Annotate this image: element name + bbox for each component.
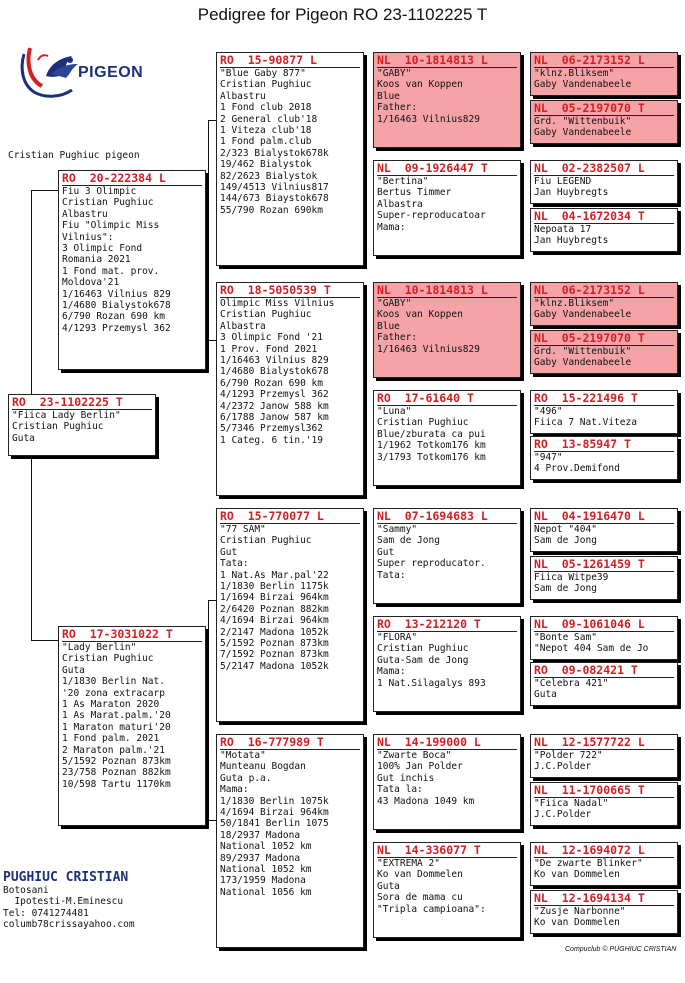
ring-number: RO 16-777989 T	[220, 735, 324, 749]
ring-number: NL 04-1916470 L	[534, 509, 645, 523]
pigeon-detail-line: Gaby Vandenabeele	[534, 357, 632, 369]
footer-credit: Compuclub © PUGHIUC CRISTIAN	[565, 946, 677, 953]
pigeon-detail-line: Cristian Pughiuc	[220, 79, 312, 91]
pigeon-detail-line: 3/1793 Totkom176 km	[377, 451, 486, 463]
great-great-grandparent-card	[530, 208, 678, 252]
pigeon-detail-line: 1 As Marat.palm.'20	[62, 710, 171, 722]
pigeon-detail-line: Moldova'21	[62, 277, 120, 289]
great-grandparent-card	[373, 160, 521, 256]
great-great-grandparent-card	[530, 782, 678, 826]
ring-number: RO 15-90877 L	[220, 53, 317, 67]
pigeon-detail-line: Cristian Pughiuc	[220, 535, 312, 547]
grandparent-card	[216, 508, 364, 722]
pigeon-detail-line: Father:	[377, 332, 418, 344]
pigeon-detail-line: National 1052 km	[220, 841, 312, 853]
pigeon-detail-line: Gaby Vandenabeele	[534, 127, 632, 139]
logo-text: PIGEON	[78, 64, 144, 81]
pigeon-detail-line: 3 Olimpic Fond '21	[220, 332, 323, 344]
pigeon-detail-line: Cristian Pughiuc	[220, 309, 312, 321]
pigeon-detail-line: 6/790 Rozan 690 km	[220, 377, 323, 389]
pigeon-detail-line: 4/1293 Przemysl 362	[220, 389, 329, 401]
pigeon-detail-line: Gaby Vandenabeele	[534, 79, 632, 91]
pigeon-detail-line: 1 Fond club 2018	[220, 102, 312, 114]
pigeon-detail-line: 5/7346 Przemysl362	[220, 423, 323, 435]
pigeon-detail-line: "Fiica Nadal"	[534, 797, 674, 809]
pigeon-detail-line: "947"	[534, 451, 674, 463]
pigeon-detail-line: Nepoata 17	[534, 223, 674, 235]
ring-number: NL 07-1694683 L	[377, 509, 488, 523]
pigeon-detail-line: 89/2937 Madona	[220, 852, 301, 864]
pigeon-detail-line: Albastra	[220, 320, 266, 332]
ring-number: NL 10-1814813 L	[377, 53, 488, 67]
ring-number: NL 10-1814813 L	[377, 283, 488, 297]
pigeon-detail-line: 149/4513 Vilnius817	[220, 182, 329, 194]
great-great-grandparent-card	[530, 890, 678, 934]
grandparent-card	[216, 52, 364, 266]
pigeon-detail-line: Guta	[534, 689, 557, 701]
pigeon-detail-line: 1 Viteza club'18	[220, 125, 312, 137]
connector-line	[208, 120, 209, 340]
great-great-grandparent-card	[530, 160, 678, 204]
pigeon-detail-line: 43 Madona 1049 km	[377, 795, 475, 807]
pigeon-detail-line: "77 SAM"	[220, 523, 360, 535]
pigeon-detail-line: 173/1959 Madona	[220, 875, 306, 887]
pigeon-detail-line: 23/758 Poznan 882km	[62, 767, 171, 779]
pigeon-detail-line: Super reproducator.	[377, 558, 486, 570]
pigeon-detail-line: Gut	[220, 546, 238, 558]
pigeon-detail-line: Olimpic Miss Vilnius	[220, 297, 360, 309]
pigeon-detail-line: Vilnius":	[62, 231, 114, 243]
pigeon-detail-line: Cristian Pughiuc	[377, 417, 469, 429]
pigeon-detail-line: 1/1962 Totkom176 km	[377, 440, 486, 452]
pigeon-detail-line: Mama:	[220, 784, 249, 796]
pigeon-detail-line: National 1052 km	[220, 864, 312, 876]
connector-line	[208, 600, 209, 820]
pigeon-detail-line: Sam de Jong	[534, 535, 597, 547]
pigeon-detail-line: 2/2147 Madona 1052k	[220, 626, 329, 638]
ring-number: RO 15-770077 L	[220, 509, 324, 523]
ring-number: NL 02-2382507 L	[534, 161, 645, 175]
pigeon-detail-line: Gut	[377, 546, 395, 558]
pigeon-detail-line: Guta	[12, 432, 35, 444]
pigeon-detail-line: Bertus Timmer	[377, 187, 452, 199]
pigeon-detail-line: Grd. "Wittenbuik"	[534, 345, 674, 357]
pigeon-detail-line: Ko van Dommelen	[377, 869, 463, 881]
ring-number: NL 12-1694072 L	[534, 843, 645, 857]
pigeon-detail-line: "Fiica Lady Berlin"	[12, 409, 152, 421]
pigeon-detail-line: "Bertina"	[377, 175, 517, 187]
breeder-line: columb78crissayahoo.com	[3, 919, 135, 931]
ring-number: RO 13-212120 T	[377, 617, 481, 631]
pigeon-detail-line: 1 Nat.As Mar.pal'22	[220, 569, 329, 581]
ring-number: NL 05-2197070 T	[534, 331, 645, 345]
pigeon-detail-line: "GABY"	[377, 297, 517, 309]
pigeon-detail-line: 1 Nat.Silagalys 893	[377, 677, 486, 689]
ring-number: NL 09-1061046 L	[534, 617, 645, 631]
pigeon-detail-line: "EXTREMA 2"	[377, 857, 517, 869]
pigeon-detail-line: 144/673 Biaystok678	[220, 193, 329, 205]
great-great-grandparent-card	[530, 436, 678, 480]
sire-card	[58, 170, 206, 370]
breeder-line: Tel: 0741274481	[3, 907, 89, 919]
pigeon-detail-line: J.C.Polder	[534, 809, 592, 821]
pigeon-detail-line: 5/1592 Poznan 873km	[220, 638, 329, 650]
pigeon-detail-line: 18/2937 Madona	[220, 829, 301, 841]
pigeon-detail-line: Jan Huybregts	[534, 235, 609, 247]
ring-number: NL 12-1577722 L	[534, 735, 645, 749]
pigeon-detail-line: "Motata"	[220, 749, 360, 761]
pigeon-detail-line: Sam de Jong	[534, 583, 597, 595]
pigeon-detail-line: 1 As Maraton 2020	[62, 699, 160, 711]
pigeon-detail-line: "Celebra 421"	[534, 677, 674, 689]
pigeon-detail-line: "Polder 722"	[534, 749, 674, 761]
pigeon-detail-line: Koos van Koppen	[377, 309, 463, 321]
connector-line	[208, 340, 216, 341]
great-grandparent-card	[373, 282, 521, 378]
grandparent-card	[216, 734, 364, 948]
pigeon-detail-line: Father:	[377, 102, 418, 114]
connector-line	[31, 456, 32, 640]
great-grandparent-card	[373, 52, 521, 148]
pigeon-detail-line: 100% Jan Polder	[377, 761, 463, 773]
great-great-grandparent-card	[530, 556, 678, 600]
pigeon-detail-line: "FLORA"	[377, 631, 517, 643]
pigeon-detail-line: 6/790 Rozan 690 km	[62, 311, 165, 323]
pigeon-detail-line: Ko van Dommelen	[534, 869, 620, 881]
pigeon-detail-line: Super-reproducatoar	[377, 210, 486, 222]
pigeon-detail-line: 2/6420 Poznan 882km	[220, 603, 329, 615]
pigeon-detail-line: Mama:	[377, 666, 406, 678]
great-great-grandparent-card	[530, 390, 678, 434]
pigeon-detail-line: 4/1293 Przemysl 362	[62, 322, 171, 334]
pigeon-detail-line: 55/790 Rozan 690km	[220, 204, 323, 216]
dam-card	[58, 626, 206, 826]
ring-number: NL 04-1672034 T	[534, 209, 645, 223]
pigeon-detail-line: J.C.Polder	[534, 761, 592, 773]
connector-line	[208, 600, 216, 601]
great-grandparent-card	[373, 842, 521, 938]
page-title: Pedigree for Pigeon RO 23-1102225 T	[197, 5, 488, 24]
pigeon-detail-line: Grd. "Wittenbuik"	[534, 115, 674, 127]
pigeon-detail-line: Sora de mama cu	[377, 892, 463, 904]
pigeon-detail-line: Nepot "404"	[534, 523, 674, 535]
owner-caption: Cristian Pughiuc pigeon	[8, 150, 140, 161]
ring-number: NL 06-2173152 L	[534, 53, 645, 67]
pigeon-detail-line: Blue/zburata ca pui	[377, 428, 486, 440]
pigeon-detail-line: 6/1788 Janow 587 km	[220, 412, 329, 424]
pigeon-detail-line: Gut inchis	[377, 772, 435, 784]
pigeon-detail-line: 1/16463 Vilnius829	[377, 113, 480, 125]
pigeon-detail-line: Albastru	[220, 90, 266, 102]
pigeon-detail-line: 10/598 Tartu 1170km	[62, 778, 171, 790]
pigeon-detail-line: Fiu 3 Olimpic	[62, 185, 202, 197]
pigeon-detail-line: 82/2623 Bialystok	[220, 170, 318, 182]
pigeon-detail-line: 1/1694 Birzai 964km	[220, 592, 329, 604]
ring-number: RO 13-85947 T	[534, 437, 631, 451]
ring-number: RO 09-082421 T	[534, 663, 638, 677]
pigeon-detail-line: Cristian Pughiuc	[62, 653, 154, 665]
connector-line	[208, 120, 216, 121]
pigeon-detail-line: Guta	[377, 880, 400, 892]
pigeon-detail-line: Albastra	[377, 198, 423, 210]
pigeon-detail-line: 1/4680 Bialystok678	[62, 300, 171, 312]
pigeon-detail-line: "Luna"	[377, 405, 517, 417]
breeder-name: PUGHIUC CRISTIAN	[3, 870, 129, 885]
breeder-info	[3, 870, 135, 931]
great-grandparent-card	[373, 508, 521, 604]
pigeon-detail-line: 1 Categ. 6 tin.'19	[220, 434, 323, 446]
pigeon-detail-line: Cristian Pughiuc	[377, 643, 469, 655]
pigeon-detail-line: 5/2147 Madona 1052k	[220, 660, 329, 672]
ring-number: NL 05-1261459 T	[534, 557, 645, 571]
pigeon-detail-line: Guta p.a.	[220, 772, 272, 784]
pigeon-detail-line: 1 Fond palm.club	[220, 136, 312, 148]
pigeon-detail-line: Fiu "Olimpic Miss	[62, 220, 160, 232]
ring-number: NL 12-1694134 T	[534, 891, 645, 905]
pigeon-detail-line: 4 Prov.Demifond	[534, 463, 620, 475]
great-great-grandparent-card	[530, 616, 678, 660]
ring-number: NL 14-336077 T	[377, 843, 481, 857]
connector-line	[31, 640, 58, 641]
pigeon-detail-line: 1/16463 Vilnius 829	[62, 288, 171, 300]
great-grandparent-card	[373, 616, 521, 712]
great-great-grandparent-card	[530, 330, 678, 374]
ring-number: NL 09-1926447 T	[377, 161, 488, 175]
great-great-grandparent-card	[530, 734, 678, 778]
pigeon-detail-line: 2 General club'18	[220, 113, 318, 125]
pigeon-detail-line: 1/4680 Bialystok678	[220, 366, 329, 378]
pigeon-detail-line: Fiica Witpe39	[534, 571, 674, 583]
pigeon-detail-line: Cristian Pughiuc	[12, 421, 104, 433]
pigeon-detail-line: 1/16463 Vilnius 829	[220, 355, 329, 367]
pigeon-detail-line: Tata:	[377, 569, 406, 581]
ring-number: NL 05-2197070 T	[534, 101, 645, 115]
pigeon-detail-line: 3 Olimpic Fond	[62, 243, 143, 255]
ring-number: RO 17-61640 T	[377, 391, 474, 405]
pigeon-detail-line: "Zusje Narbonne"	[534, 905, 674, 917]
pigeon-detail-line: Tata:	[220, 558, 249, 570]
pigeon-detail-line: 4/1694 Birzai 964km	[220, 807, 329, 819]
great-great-grandparent-card	[530, 508, 678, 552]
pigeon-detail-line: "klnz.Bliksem"	[534, 297, 674, 309]
pigeon-detail-line: "Tripla campioana":	[377, 903, 486, 915]
connector-line	[31, 190, 32, 394]
ring-number: NL 11-1700665 T	[534, 783, 645, 797]
great-great-grandparent-card	[530, 662, 678, 706]
ring-number: RO 18-5050539 T	[220, 283, 331, 297]
pigeon-detail-line: "496"	[534, 405, 674, 417]
pigeon-detail-line: Munteanu Bogdan	[220, 761, 306, 773]
pigeon-detail-line: Ko van Dommelen	[534, 917, 620, 929]
pigeon-detail-line: "Sammy"	[377, 523, 517, 535]
pigeon-detail-line: 7/1592 Poznan 873km	[220, 649, 329, 661]
pigeon-detail-line: 1/16463 Vilnius829	[377, 343, 480, 355]
subject-pigeon-card	[8, 394, 156, 456]
pigeon-detail-line: "Nepot 404 Sam de Jo	[534, 643, 649, 655]
ring-number: RO 17-3031022 T	[62, 627, 173, 641]
pigeon-detail-line: Gaby Vandenabeele	[534, 309, 632, 321]
pigeon-detail-line: Guta-Sam de Jong	[377, 654, 469, 666]
pigeon-detail-line: 1 Fond mat. prov.	[62, 265, 160, 277]
pigeon-detail-line: "Zwarte Boca"	[377, 749, 517, 761]
pigeon-detail-line: Sam de Jong	[377, 535, 440, 547]
pigeon-detail-line: 1 Fond palm. 2021	[62, 733, 160, 745]
ring-number: RO 15-221496 T	[534, 391, 638, 405]
breeder-line: Ipotesti-M.Eminescu	[3, 896, 124, 908]
pigeon-detail-line: 4/1694 Birzai 964km	[220, 615, 329, 627]
pigeon-detail-line: "Lady Berlin"	[62, 641, 202, 653]
pigeon-detail-line: Albastru	[62, 208, 108, 220]
pigeon-detail-line: 2 Maraton palm.'21	[62, 744, 165, 756]
pigeon-detail-line: Cristian Pughiuc	[62, 197, 154, 209]
pigeon-detail-line: "Blue Gaby 877"	[220, 67, 360, 79]
great-great-grandparent-card	[530, 282, 678, 326]
pigeon-detail-line: Fiu LEGEND	[534, 175, 674, 187]
pigeon-detail-line: Fiica 7 Nat.Viteza	[534, 417, 637, 429]
connector-line	[208, 820, 216, 821]
pigeon-detail-line: 1/1830 Berlin Nat.	[62, 676, 165, 688]
pigeon-detail-line: 4/2372 Janow 588 km	[220, 400, 329, 412]
ring-number: NL 14-199000 L	[377, 735, 481, 749]
pigeon-detail-line: "De zwarte Blinker"	[534, 857, 674, 869]
pigeon-detail-line: "Bonte Sam"	[534, 631, 674, 643]
pigeon-detail-line: Koos van Koppen	[377, 79, 463, 91]
pigeon-detail-line: Guta	[62, 664, 85, 676]
pigeon-detail-line: 2/323 Bialystok678k	[220, 147, 329, 159]
ring-number: RO 20-222384 L	[62, 171, 166, 185]
ring-number: RO 23-1102225 T	[12, 395, 123, 409]
pigeon-detail-line: 1/1830 Berlin 1175k	[220, 581, 329, 593]
pigeon-detail-line: 1 Maraton maturi'20	[62, 721, 171, 733]
pigeon-detail-line: "klnz.Bliksem"	[534, 67, 674, 79]
pigeon-detail-line: "GABY"	[377, 67, 517, 79]
connector-line	[31, 190, 58, 191]
pigeon-detail-line: 1 Prov. Fond 2021	[220, 343, 318, 355]
great-grandparent-card	[373, 390, 521, 486]
great-great-grandparent-card	[530, 842, 678, 886]
pigeon-detail-line: Blue	[377, 320, 400, 332]
great-great-grandparent-card	[530, 52, 678, 96]
great-great-grandparent-card	[530, 100, 678, 144]
pigeon-detail-line: 50/1841 Berlin 1075	[220, 818, 329, 830]
pigeon-detail-line: Jan Huybregts	[534, 187, 609, 199]
great-grandparent-card	[373, 734, 521, 830]
pigeon-detail-line: Tata la:	[377, 784, 423, 796]
pigeon-detail-line: Mama:	[377, 221, 406, 233]
pigeon-detail-line: Blue	[377, 90, 400, 102]
pigeon-detail-line: 5/1592 Poznan 873km	[62, 756, 171, 768]
pigeon-detail-line: 1/1830 Berlin 1075k	[220, 795, 329, 807]
pigeon-detail-line: '20 zona extracarp	[62, 687, 165, 699]
ring-number: NL 06-2173152 L	[534, 283, 645, 297]
pigeon-detail-line: Romania 2021	[62, 254, 131, 266]
grandparent-card	[216, 282, 364, 496]
pigeon-detail-line: National 1056 km	[220, 886, 312, 898]
pigeon-detail-line: 19/462 Bialystok	[220, 159, 312, 171]
breeder-line: Botosani	[3, 885, 49, 896]
